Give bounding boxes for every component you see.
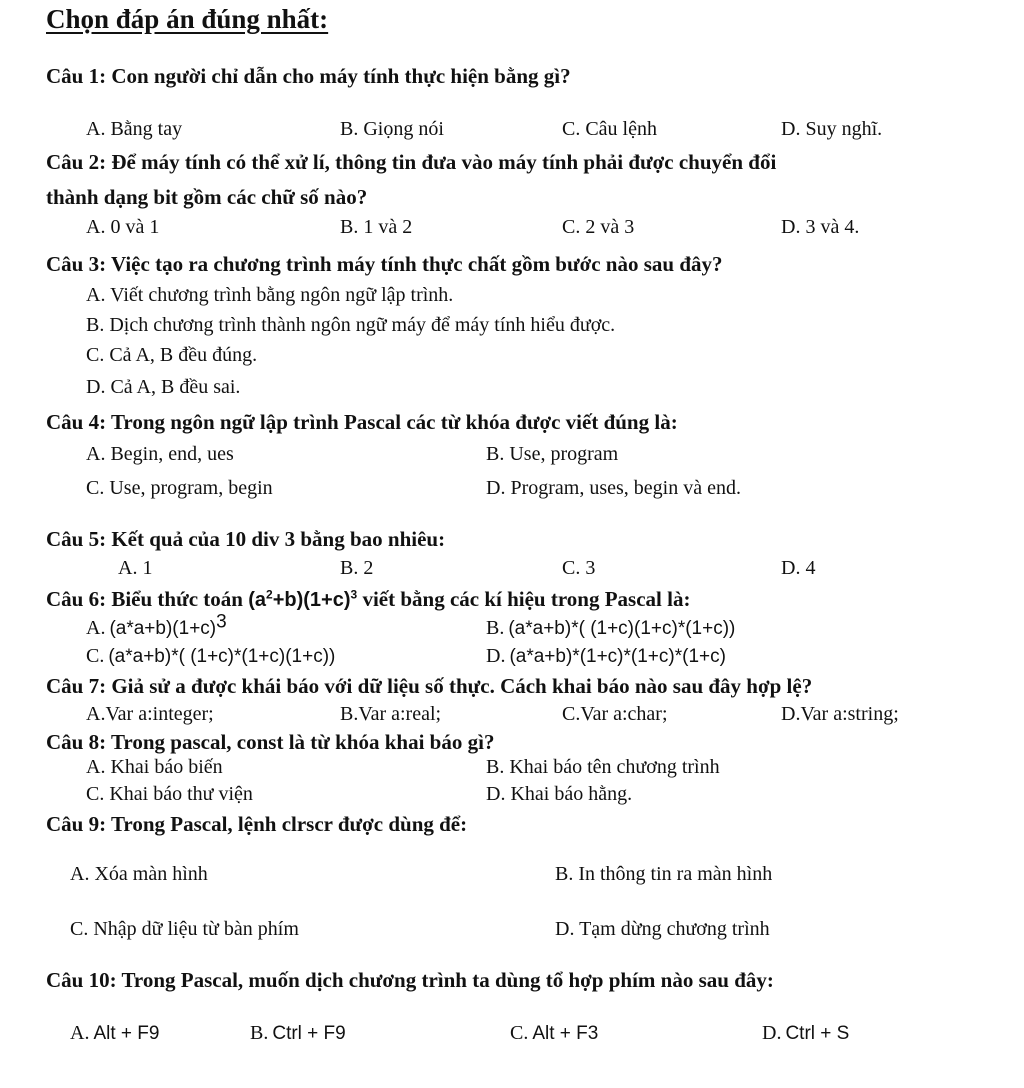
q3-option-c: C. Cả A, B đều đúng. xyxy=(86,344,258,366)
q8-option-b: B. Khai báo tên chương trình xyxy=(486,756,720,778)
question-4: Câu 4: Trong ngôn ngữ lập trình Pascal các từ khóa được viết đúng là: xyxy=(46,410,678,434)
q6-option-d: D. (a*a+b)*(1+c)*(1+c)*(1+c) xyxy=(486,645,726,667)
question-5: Câu 5: Kết quả của 10 div 3 bằng bao nhiêu: xyxy=(46,527,446,551)
q1-option-d: D. Suy nghĩ. xyxy=(781,118,883,140)
q1-option-c: C. Câu lệnh xyxy=(562,118,657,140)
q3-option-a: A. Viết chương trình bằng ngôn ngữ lập trình. xyxy=(86,284,454,306)
q7-option-a: A.Var a:integer; xyxy=(86,703,214,725)
q6-option-b: B. (a*a+b)*( (1+c)(1+c)*(1+c)) xyxy=(486,617,736,639)
q5-option-d: D. 4 xyxy=(781,557,816,579)
question-10: Câu 10: Trong Pascal, muốn dịch chương trình ta dùng tổ hợp phím nào sau đây: xyxy=(46,968,774,992)
q5-option-b: B. 2 xyxy=(340,557,374,579)
question-8: Câu 8: Trong pascal, const là từ khóa khai báo gì? xyxy=(46,730,495,754)
q10-option-b: B. Ctrl + F9 xyxy=(250,1022,346,1044)
q10-option-c: C. Alt + F3 xyxy=(510,1022,599,1044)
q4-option-d: D. Program, uses, begin và end. xyxy=(486,477,741,499)
q9-option-c: C. Nhập dữ liệu từ bàn phím xyxy=(70,918,299,940)
q9-option-b: B. In thông tin ra màn hình xyxy=(555,863,773,885)
q4-option-b: B. Use, program xyxy=(486,443,619,465)
q9-option-a: A. Xóa màn hình xyxy=(70,863,208,885)
question-7: Câu 7: Giả sử a được khái báo với dữ liệu số thực. Cách khai báo nào sau đây hợp lệ? xyxy=(46,674,813,698)
q10-option-a: A. Alt + F9 xyxy=(70,1022,160,1044)
q6-option-c: C. (a*a+b)*( (1+c)*(1+c)(1+c)) xyxy=(86,645,336,667)
q5-option-c: C. 3 xyxy=(562,557,596,579)
q4-option-a: A. Begin, end, ues xyxy=(86,443,234,465)
q2-option-a: A. 0 và 1 xyxy=(86,216,160,238)
q5-option-a: A. 1 xyxy=(118,557,153,579)
q8-option-a: A. Khai báo biến xyxy=(86,756,223,778)
q3-option-d: D. Cả A, B đều sai. xyxy=(86,376,241,398)
q6-option-a: A. $(a*a+b)(1+c)^3$ xyxy=(86,611,227,639)
q7-option-d: D.Var a:string; xyxy=(781,703,899,725)
question-2-line-1: Câu 2: Để máy tính có thể xử lí, thông tin đưa vào máy tính phải được chuyển đổi xyxy=(46,150,777,174)
question-2-line-2: thành dạng bit gồm các chữ số nào? xyxy=(46,185,368,209)
math-expression: $(a^2+b)(1+c)^3$ xyxy=(248,587,358,611)
q1-option-b: B. Giọng nói xyxy=(340,118,444,140)
q10-option-d: D. Ctrl + S xyxy=(762,1022,850,1044)
question-6-prefix: Câu 6: Biểu thức toán xyxy=(46,587,243,611)
q1-option-a: A. Bằng tay xyxy=(86,118,183,140)
q4-option-c: C. Use, program, begin xyxy=(86,477,273,499)
q2-option-b: B. 1 và 2 xyxy=(340,216,413,238)
q9-option-d: D. Tạm dừng chương trình xyxy=(555,918,770,940)
question-6 xyxy=(46,587,690,612)
question-1: Câu 1: Con người chỉ dẫn cho máy tính thực hiện bằng gì? xyxy=(46,64,571,88)
q2-option-d: D. 3 và 4. xyxy=(781,216,860,238)
question-9: Câu 9: Trong Pascal, lệnh clrscr được dùng để: xyxy=(46,812,468,836)
question-6-suffix: viết bằng các kí hiệu trong Pascal là: xyxy=(362,587,691,611)
q3-option-b: B. Dịch chương trình thành ngôn ngữ máy để máy tính hiểu được. xyxy=(86,314,616,336)
q2-option-c: C. 2 và 3 xyxy=(562,216,635,238)
q8-option-c: C. Khai báo thư viện xyxy=(86,783,253,805)
q7-option-b: B.Var a:real; xyxy=(340,703,442,725)
page-title: Chọn đáp án đúng nhất: xyxy=(46,4,329,34)
q7-option-c: C.Var a:char; xyxy=(562,703,668,725)
question-3: Câu 3: Việc tạo ra chương trình máy tính thực chất gồm bước nào sau đây? xyxy=(46,252,723,276)
q8-option-d: D. Khai báo hằng. xyxy=(486,783,633,805)
